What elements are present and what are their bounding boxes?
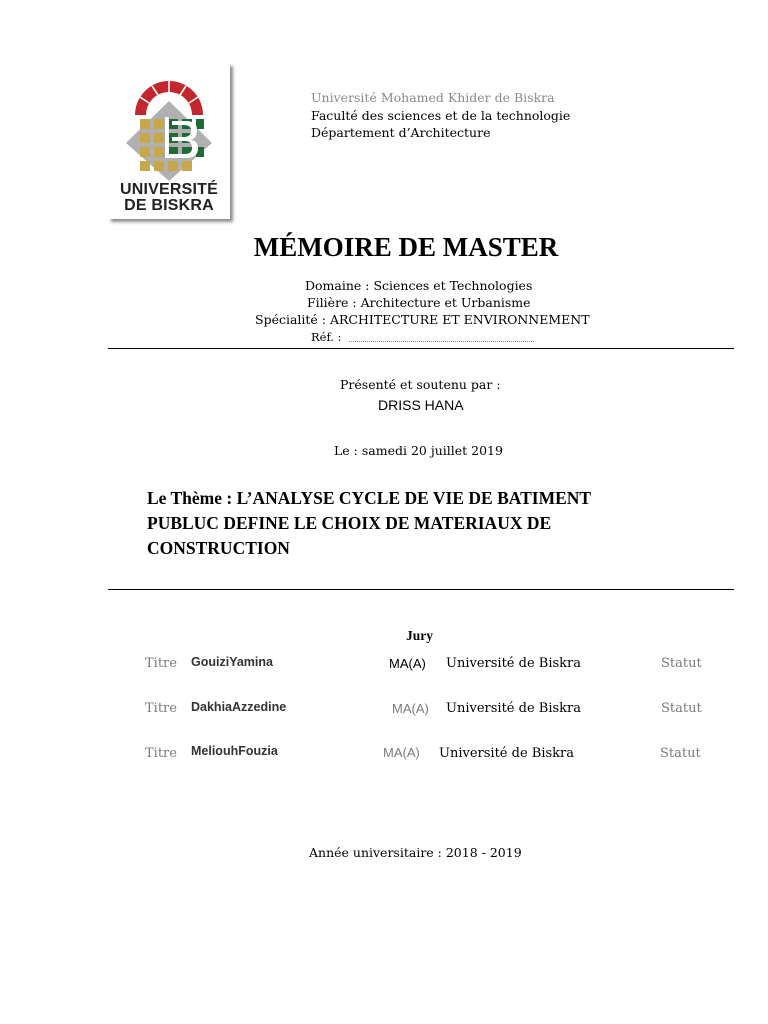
jury-titre-1: Titre — [145, 656, 177, 671]
jury-grade-2: MA(A) — [392, 701, 429, 716]
logo-text-line1: UNIVERSITÉ — [119, 181, 218, 198]
logo-text-line2: DE BISKRA — [124, 197, 214, 214]
jury-heading: Jury — [406, 628, 433, 643]
jury-grade-1: MA(A) — [389, 656, 426, 671]
jury-statut-3: Statut — [660, 746, 701, 761]
department-name: Département d’Architecture — [311, 125, 491, 140]
specialite: Spécialité : ARCHITECTURE ET ENVIRONNEMENT — [255, 312, 590, 327]
jury-name-1: GouiziYamina — [191, 655, 273, 669]
jury-grade-3: MA(A) — [383, 745, 420, 760]
university-name: Université Mohamed Khider de Biskra — [311, 90, 555, 105]
jury-statut-2: Statut — [661, 701, 702, 716]
jury-name-2: DakhiaAzzedine — [191, 700, 287, 714]
university-logo — [108, 63, 230, 219]
domaine: Domaine : Sciences et Technologies — [305, 278, 533, 293]
jury-university-3: Université de Biskra — [439, 746, 574, 761]
jury-university-1: Université de Biskra — [446, 656, 581, 671]
reference-label: Réf. : — [311, 330, 342, 344]
theme-line-3: CONSTRUCTION — [147, 538, 290, 558]
theme-line-2: PUBLUC DEFINE LE CHOIX DE MATERIAUX DE — [147, 513, 552, 533]
student-name: DRISS HANA — [378, 397, 464, 413]
university-emblem-icon — [108, 63, 230, 181]
academic-year: Année universitaire : 2018 - 2019 — [309, 845, 522, 860]
presented-label: Présenté et soutenu par : — [340, 377, 501, 392]
jury-titre-2: Titre — [145, 701, 177, 716]
jury-university-2: Université de Biskra — [446, 701, 581, 716]
divider-bottom — [108, 589, 734, 590]
jury-statut-1: Statut — [661, 656, 702, 671]
faculty-name: Faculté des sciences et de la technologie — [311, 108, 571, 123]
defense-date: Le : samedi 20 juillet 2019 — [334, 443, 503, 458]
jury-name-3: MeliouhFouzia — [191, 744, 278, 758]
reference — [311, 330, 534, 344]
reference-blank-line — [349, 341, 534, 342]
jury-titre-3: Titre — [145, 746, 177, 761]
theme-line-1: Le Thème : L’ANALYSE CYCLE DE VIE DE BATIMENT — [147, 488, 592, 508]
divider-top — [108, 348, 734, 349]
page-title: MÉMOIRE DE MASTER — [253, 232, 559, 262]
filiere: Filière : Architecture et Urbanisme — [307, 295, 531, 310]
